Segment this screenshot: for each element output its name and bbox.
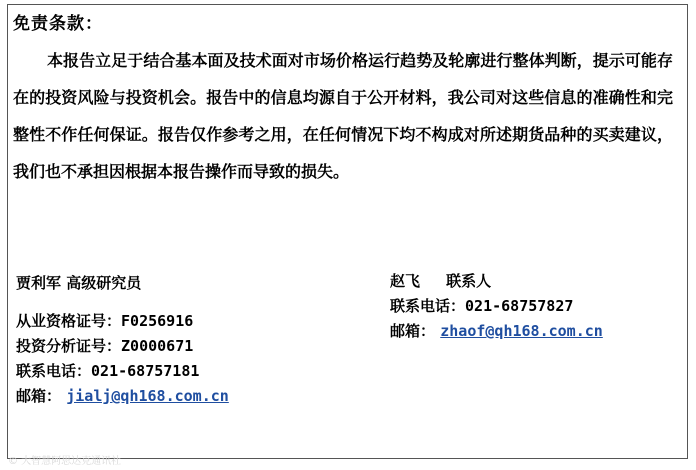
analyst-phone-value: 021-68757181 [91,362,200,380]
analyst-phone-row [16,359,229,384]
contact-name-row [390,269,603,294]
disclaimer-title: 免责条款： [13,14,103,34]
watermark-logo: © 大智慧阿思达克通讯社 [8,456,122,467]
qualification-label: 从业资格证号： [16,312,122,330]
contact-phone-row [390,294,603,319]
contact-role: 联系人 [446,272,492,290]
analyst-cert-row [16,334,229,359]
contact-person-block [390,269,603,344]
contact-phone-label: 联系电话： [390,297,466,315]
qualification-value: F0256916 [121,312,194,330]
contact-email-row [390,319,603,344]
analyst-cert-label: 投资分析证号： [16,337,122,355]
disclaimer-paragraph: 本报告立足于结合基本面及技术面对市场价格运行趋势及轮廓进行整体判断，提示可能存在的投资风险与投资机会。报告中的信息均源自于公开材料，我公司对这些信息的准确性和完整性不作任何保证。报告仅作参考之用，在任何情况下均不构成对所述期货品种的买卖建议，我们也不承担因根据本报告操作而导致的损失。 [13,51,673,181]
analyst-cert-value: Z0000671 [121,337,194,355]
contact-phone-value: 021-68757827 [465,297,574,315]
analyst-email-row [16,384,229,409]
analyst-name-title: 贾利军 高级研究员 [16,274,142,292]
contact-email-label: 邮箱： [390,322,436,340]
qualification-row [16,309,229,334]
analyst-contact-block [16,309,229,409]
analyst-email-link[interactable]: jialj@qh168.com.cn [66,387,229,405]
contact-email-link[interactable]: zhaof@qh168.com.cn [440,322,603,340]
contact-name: 赵飞 [390,272,421,290]
analyst-phone-label: 联系电话： [16,362,92,380]
analyst-email-label: 邮箱： [16,387,62,405]
